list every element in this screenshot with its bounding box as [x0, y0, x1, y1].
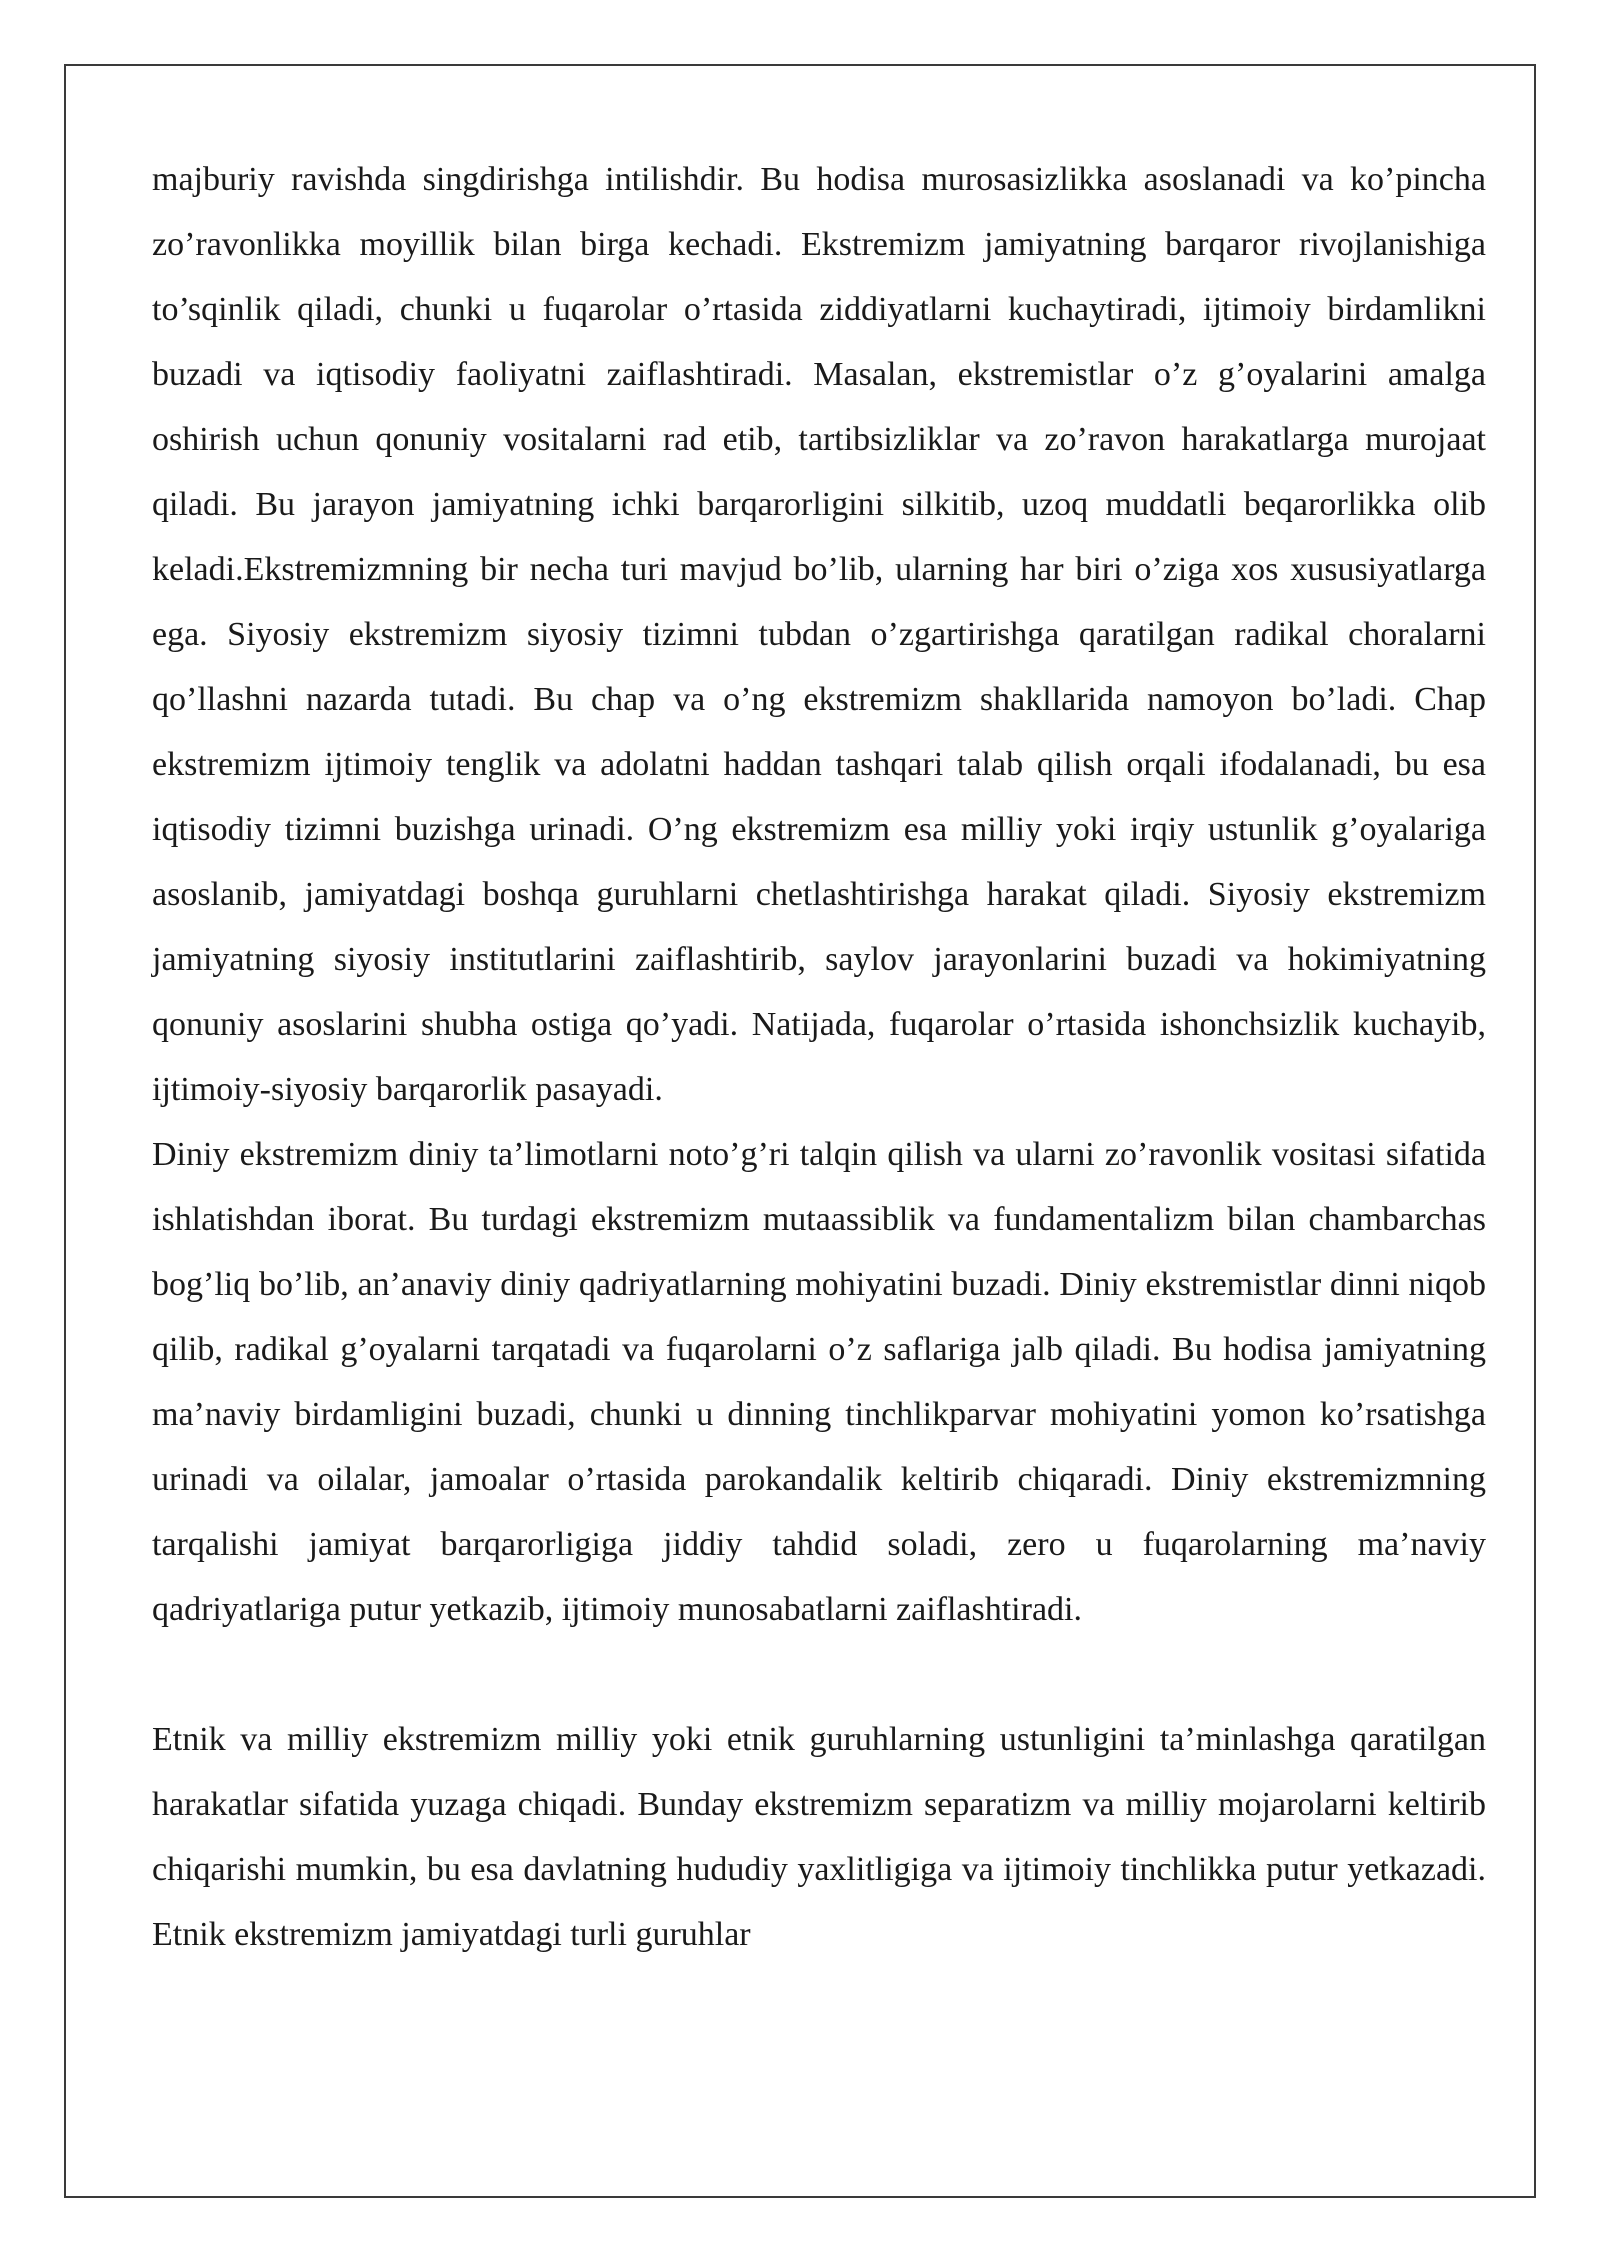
paragraph-religious-extremism: Diniy ekstremizm diniy ta’limotlarni noto’g’ri talqin qilish va ularni zo’ravonlik vositasi sifatida ishlatishdan iborat. Bu turdagi ekstremizm mutaassiblik va fundamentalizm bilan chambarchas bog’liq bo’lib, an’anaviy diniy qadriyatlarning mohiyatini buzadi. Diniy ekstremistlar dinni niqob qilib, radikal g’oyalarni tarqatadi va fuqarolarni o’z saflariga jalb qiladi. Bu hodisa jamiyatning ma’naviy birdamligini buzadi, chunki u dinning tinchlikparvar mohiyatini yomon ko’rsatishga urinadi va oilalar, jamoalar o’rtasida parokandalik keltirib chiqaradi. Diniy ekstremizmning tarqalishi jamiyat barqarorligiga jiddiy tahdid soladi, zero u fuqarolarning ma’naviy qadriyatlariga putur yetkazib, ijtimoiy munosabatlarni zaiflashtiradi.	[152, 1136, 1486, 1628]
document-body	[152, 147, 1486, 1967]
paragraph-political-extremism: majburiy ravishda singdirishga intilishdir. Bu hodisa murosasizlikka asoslanadi va ko’pincha zo’ravonlikka moyillik bilan birga kechadi. Ekstremizm jamiyatning barqaror rivojlanishiga to’sqinlik qiladi, chunki u fuqarolar o’rtasida ziddiyatlarni kuchaytiradi, ijtimoiy birdamlikni buzadi va iqtisodiy faoliyatni zaiflashtiradi. Masalan, ekstremistlar o’z g’oyalarini amalga oshirish uchun qonuniy vositalarni rad etib, tartibsizliklar va zo’ravon harakatlarga murojaat qiladi. Bu jarayon jamiyatning ichki barqarorligini silkitib, uzoq muddatli beqarorlikka olib keladi.Ekstremizmning bir necha turi mavjud bo’lib, ularning har biri o’ziga xos xususiyatlarga ega. Siyosiy ekstremizm siyosiy tizimni tubdan o’zgartirishga qaratilgan radikal choralarni qo’llashni nazarda tutadi. Bu chap va o’ng ekstremizm shakllarida namoyon bo’ladi. Chap ekstremizm ijtimoiy tenglik va adolatni haddan tashqari talab qilish orqali ifodalanadi, bu esa iqtisodiy tizimni buzishga urinadi. O’ng ekstremizm esa milliy yoki irqiy ustunlik g’oyalariga asoslanib, jamiyatdagi boshqa guruhlarni chetlashtirishga harakat qiladi. Siyosiy ekstremizm jamiyatning siyosiy institutlarini zaiflashtirib, saylov jarayonlarini buzadi va hokimiyatning qonuniy asoslarini shubha ostiga qo’yadi. Natijada, fuqarolar o’rtasida ishonchsizlik kuchayib, ijtimoiy-siyosiy barqarorlik pasayadi.	[152, 161, 1486, 1108]
paragraph-ethnic-extremism: Etnik va milliy ekstremizm milliy yoki etnik guruhlarning ustunligini ta’minlashga qaratilgan harakatlar sifatida yuzaga chiqadi. Bunday ekstremizm separatizm va milliy mojarolarni keltirib chiqarishi mumkin, bu esa davlatning hududiy yaxlitligiga va ijtimoiy tinchlikka putur yetkazadi. Etnik ekstremizm jamiyatdagi turli guruhlar	[152, 1721, 1486, 1953]
